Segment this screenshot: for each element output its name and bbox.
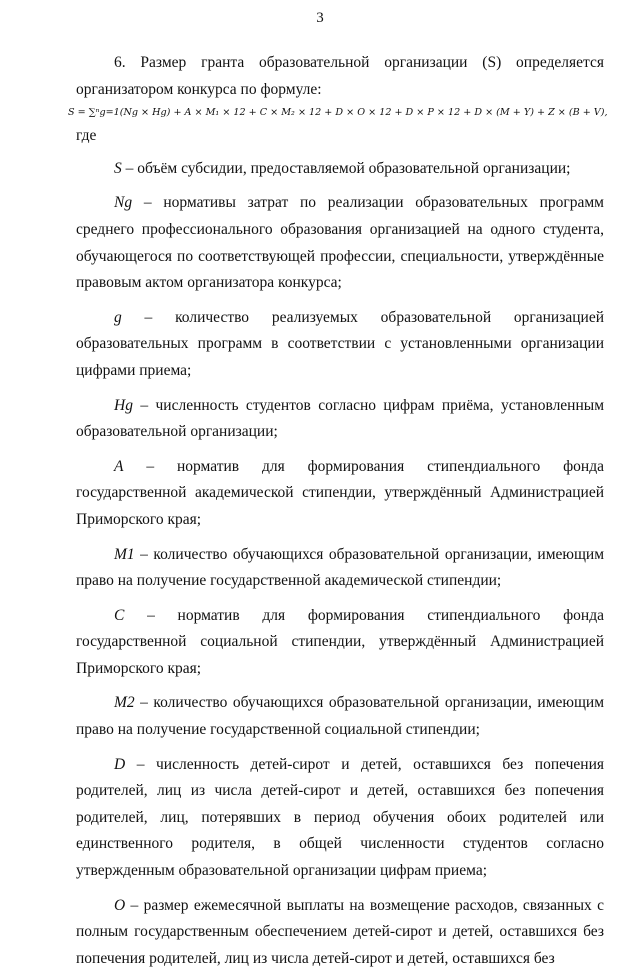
definition-item: [76, 393, 604, 446]
definition-symbol: S: [114, 159, 122, 177]
definition-text: – норматив для формирования стипендиального фонда государственной социальной стипендии, утверждённый Администрацией Приморского края;: [76, 606, 604, 677]
definition-item: [76, 156, 604, 183]
definition-text: – нормативы затрат по реализации образовательных программ среднего профессионального образования организацией на одного студента, обучающегося по соответствующей профессии, специальности, утверждённые правовым актом организатора конкурса;: [76, 194, 604, 292]
definition-text: – норматив для формирования стипендиального фонда государственной академической стипендии, утверждённый Администрацией Приморского края;: [76, 457, 604, 528]
where-label: где: [76, 127, 97, 145]
definition-text: – объём субсидии, предоставляемой образовательной организации;: [121, 159, 571, 177]
definition-item: [76, 454, 604, 534]
definition-symbol: M2: [114, 694, 135, 712]
definition-text: – количество реализуемых образовательной организацией образовательных программ в соответствии с установленными организации цифрами приема;: [76, 308, 604, 379]
definition-symbol: Hg: [114, 396, 133, 414]
grant-formula: S = ∑ⁿg=1(Ng × Hg) + A × M₁ × 12 + C × M₂ × 12 + D × O × 12 + D × P × 12 + D × (M + Y) + Z × (B + V),: [68, 107, 608, 119]
document-body: [68, 50, 608, 980]
definition-symbol: O: [114, 896, 126, 914]
definition-symbol: D: [114, 755, 126, 773]
definition-symbol: M1: [114, 545, 135, 563]
definition-item: [76, 690, 604, 743]
definition-text: – численность детей-сирот и детей, оставшихся без попечения родителей, лиц из числа детей-сирот и детей, оставшихся без попечения родителей, лиц, потерявших в период обучения обоих родителей или единственного родителя, в общей численности студентов согласно утвержденным образовательной организации цифрам приема;: [76, 755, 604, 880]
definition-text: – количество обучающихся образовательной организации, имеющим право на получение государственной академической стипендии;: [76, 545, 604, 590]
definition-item: [76, 603, 604, 683]
definition-symbol: C: [114, 606, 125, 624]
definition-item: [76, 305, 604, 385]
definition-item: [76, 542, 604, 595]
definition-item: [76, 190, 604, 296]
definition-text: – размер ежемесячной выплаты на возмещение расходов, связанных с полным государственным обеспечением детей-сирот и детей, оставшихся без попечения родителей, лиц из числа детей-сирот и детей, оставшихся без: [76, 896, 604, 967]
definition-text: – численность студентов согласно цифрам приёма, установленным образовательной организации;: [76, 396, 604, 441]
definition-text: – количество обучающихся образовательной организации, имеющим право на получение государственной социальной стипендии;: [76, 694, 604, 739]
definition-item: [76, 752, 604, 885]
definitions-list: [76, 156, 604, 973]
intro-paragraph: 6. Размер гранта образовательной организации (S) определяется организатором конкурса по формуле:: [76, 54, 604, 98]
definition-symbol: g: [114, 308, 122, 326]
definition-symbol: A: [114, 457, 124, 475]
definition-symbol: Ng: [114, 194, 133, 212]
page-number: 3: [316, 10, 324, 26]
